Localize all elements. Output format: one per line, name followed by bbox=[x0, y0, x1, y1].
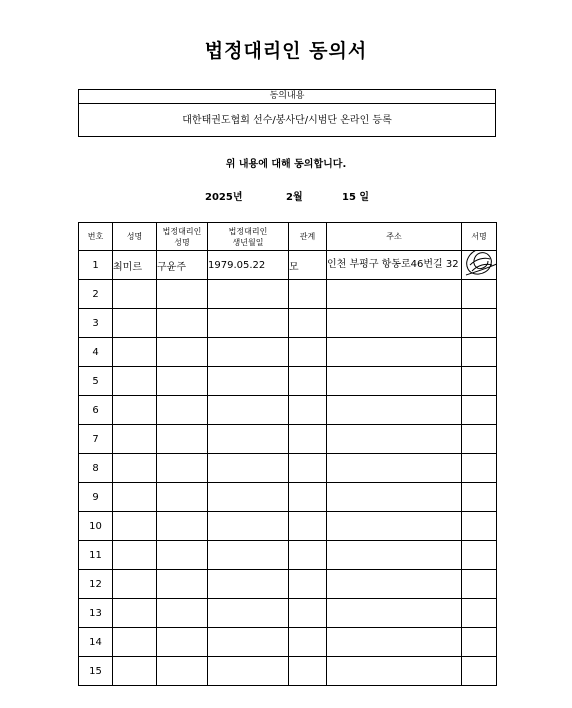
athlete-name-cell bbox=[113, 367, 157, 396]
athlete-name-cell bbox=[113, 425, 157, 454]
relation-cell bbox=[289, 338, 327, 367]
address-cell bbox=[327, 338, 462, 367]
signature-cell bbox=[462, 425, 497, 454]
table-row bbox=[79, 570, 497, 599]
signature-cell bbox=[462, 338, 497, 367]
signature-cell bbox=[462, 280, 497, 309]
table-row bbox=[79, 251, 497, 280]
athlete-name-cell bbox=[113, 599, 157, 628]
table-row bbox=[79, 280, 497, 309]
guardian-name-cell bbox=[157, 599, 208, 628]
table-row bbox=[79, 338, 497, 367]
guardian-birthdate-cell bbox=[208, 454, 289, 483]
row-number-cell: 2 bbox=[79, 280, 113, 309]
guardian-birthdate-cell bbox=[208, 483, 289, 512]
relation-cell: 모 bbox=[289, 251, 327, 280]
guardian-name-cell bbox=[157, 309, 208, 338]
athlete-name-cell bbox=[113, 338, 157, 367]
signature-cell bbox=[462, 657, 497, 686]
date-month: 2월 bbox=[286, 192, 303, 203]
signature-cell bbox=[462, 309, 497, 338]
athlete-name-cell bbox=[113, 454, 157, 483]
signature-cell bbox=[462, 251, 497, 280]
row-number-cell: 12 bbox=[79, 570, 113, 599]
guardian-birthdate-cell bbox=[208, 425, 289, 454]
col-header-relation: 관계 bbox=[289, 223, 327, 251]
athlete-name-cell bbox=[113, 512, 157, 541]
guardian-birthdate-cell bbox=[208, 541, 289, 570]
address-cell bbox=[327, 280, 462, 309]
athlete-name-cell: 최미르 bbox=[113, 251, 157, 280]
signature-cell bbox=[462, 599, 497, 628]
row-number-cell: 8 bbox=[79, 454, 113, 483]
agreement-statement: 위 내용에 대해 동의합니다. bbox=[225, 159, 347, 170]
guardian-name-cell bbox=[157, 570, 208, 599]
table-row bbox=[79, 512, 497, 541]
row-number-cell: 11 bbox=[79, 541, 113, 570]
guardian-birthdate-cell bbox=[208, 657, 289, 686]
relation-cell bbox=[289, 483, 327, 512]
guardian-name-cell bbox=[157, 396, 208, 425]
document-title: 법정대리인 동의서 bbox=[204, 40, 368, 62]
table-row bbox=[79, 309, 497, 338]
row-number-cell: 3 bbox=[79, 309, 113, 338]
row-number-cell: 9 bbox=[79, 483, 113, 512]
table-row bbox=[79, 599, 497, 628]
guardian-name-cell bbox=[157, 367, 208, 396]
date-year: 2025년 bbox=[205, 192, 243, 203]
guardian-name-cell bbox=[157, 512, 208, 541]
relation-cell bbox=[289, 396, 327, 425]
table-body bbox=[79, 251, 497, 686]
address-cell bbox=[327, 454, 462, 483]
col-header-guardian-birth: 법정대리인 생년월일 bbox=[208, 223, 289, 251]
guardian-birthdate-cell bbox=[208, 338, 289, 367]
table-row bbox=[79, 367, 497, 396]
relation-cell bbox=[289, 367, 327, 396]
table-row bbox=[79, 454, 497, 483]
address-cell bbox=[327, 425, 462, 454]
address-cell bbox=[327, 657, 462, 686]
col-header-guardian-name: 법정대리인 성명 bbox=[157, 223, 208, 251]
guardian-name-cell bbox=[157, 454, 208, 483]
guardian-birthdate-cell bbox=[208, 367, 289, 396]
signature-cell bbox=[462, 628, 497, 657]
table-row bbox=[79, 657, 497, 686]
consent-header: 동의내용 bbox=[79, 90, 495, 104]
address-cell: 인천 부평구 항동로46번길 32 bbox=[327, 251, 462, 280]
athlete-name-cell bbox=[113, 541, 157, 570]
guardian-birthdate-cell bbox=[208, 396, 289, 425]
row-number-cell: 1 bbox=[79, 251, 113, 280]
table-row bbox=[79, 628, 497, 657]
athlete-name-cell bbox=[113, 483, 157, 512]
row-number-cell: 14 bbox=[79, 628, 113, 657]
signature-cell bbox=[462, 396, 497, 425]
guardian-birthdate-cell: 1979.05.22 bbox=[208, 251, 289, 280]
guardian-name-cell bbox=[157, 425, 208, 454]
athlete-name-cell bbox=[113, 657, 157, 686]
guardian-name-cell bbox=[157, 483, 208, 512]
row-number-cell: 10 bbox=[79, 512, 113, 541]
date-day: 15 일 bbox=[342, 192, 370, 203]
relation-cell bbox=[289, 454, 327, 483]
row-number-cell: 6 bbox=[79, 396, 113, 425]
guardian-name-cell bbox=[157, 628, 208, 657]
table-row bbox=[79, 396, 497, 425]
consent-body: 대한태권도협회 선수/봉사단/시범단 온라인 등록 bbox=[182, 115, 392, 126]
handwritten-signature-icon bbox=[462, 251, 497, 280]
guardian-birthdate-cell bbox=[208, 570, 289, 599]
guardian-birthdate-cell bbox=[208, 599, 289, 628]
row-number-cell: 15 bbox=[79, 657, 113, 686]
relation-cell bbox=[289, 512, 327, 541]
address-cell bbox=[327, 599, 462, 628]
guardian-name-cell bbox=[157, 280, 208, 309]
table-row bbox=[79, 483, 497, 512]
guardian-birthdate-cell bbox=[208, 512, 289, 541]
guardian-birthdate-cell bbox=[208, 309, 289, 338]
relation-cell bbox=[289, 541, 327, 570]
signature-cell bbox=[462, 483, 497, 512]
col-header-name: 성명 bbox=[113, 223, 157, 251]
relation-cell bbox=[289, 425, 327, 454]
address-cell bbox=[327, 396, 462, 425]
relation-cell bbox=[289, 599, 327, 628]
row-number-cell: 4 bbox=[79, 338, 113, 367]
col-header-no: 번호 bbox=[79, 223, 113, 251]
consent-box bbox=[78, 89, 496, 137]
table-row bbox=[79, 541, 497, 570]
address-cell bbox=[327, 367, 462, 396]
address-cell bbox=[327, 570, 462, 599]
address-cell bbox=[327, 309, 462, 338]
relation-cell bbox=[289, 280, 327, 309]
signature-cell bbox=[462, 570, 497, 599]
signature-cell bbox=[462, 367, 497, 396]
athlete-name-cell bbox=[113, 396, 157, 425]
row-number-cell: 7 bbox=[79, 425, 113, 454]
signature-cell bbox=[462, 454, 497, 483]
row-number-cell: 13 bbox=[79, 599, 113, 628]
table-header-row bbox=[79, 223, 497, 251]
row-number-cell: 5 bbox=[79, 367, 113, 396]
guardian-birthdate-cell bbox=[208, 628, 289, 657]
relation-cell bbox=[289, 309, 327, 338]
athlete-name-cell bbox=[113, 570, 157, 599]
relation-cell bbox=[289, 570, 327, 599]
table-row bbox=[79, 425, 497, 454]
guardian-birthdate-cell bbox=[208, 280, 289, 309]
athlete-name-cell bbox=[113, 280, 157, 309]
athlete-name-cell bbox=[113, 628, 157, 657]
guardian-name-cell: 구윤주 bbox=[157, 251, 208, 280]
guardian-name-cell bbox=[157, 541, 208, 570]
address-cell bbox=[327, 512, 462, 541]
address-cell bbox=[327, 541, 462, 570]
guardian-table bbox=[78, 222, 497, 686]
signature-cell bbox=[462, 512, 497, 541]
guardian-name-cell bbox=[157, 338, 208, 367]
col-header-signature: 서명 bbox=[462, 223, 497, 251]
athlete-name-cell bbox=[113, 309, 157, 338]
relation-cell bbox=[289, 628, 327, 657]
guardian-name-cell bbox=[157, 657, 208, 686]
relation-cell bbox=[289, 657, 327, 686]
col-header-address: 주소 bbox=[327, 223, 462, 251]
address-cell bbox=[327, 628, 462, 657]
signature-cell bbox=[462, 541, 497, 570]
address-cell bbox=[327, 483, 462, 512]
